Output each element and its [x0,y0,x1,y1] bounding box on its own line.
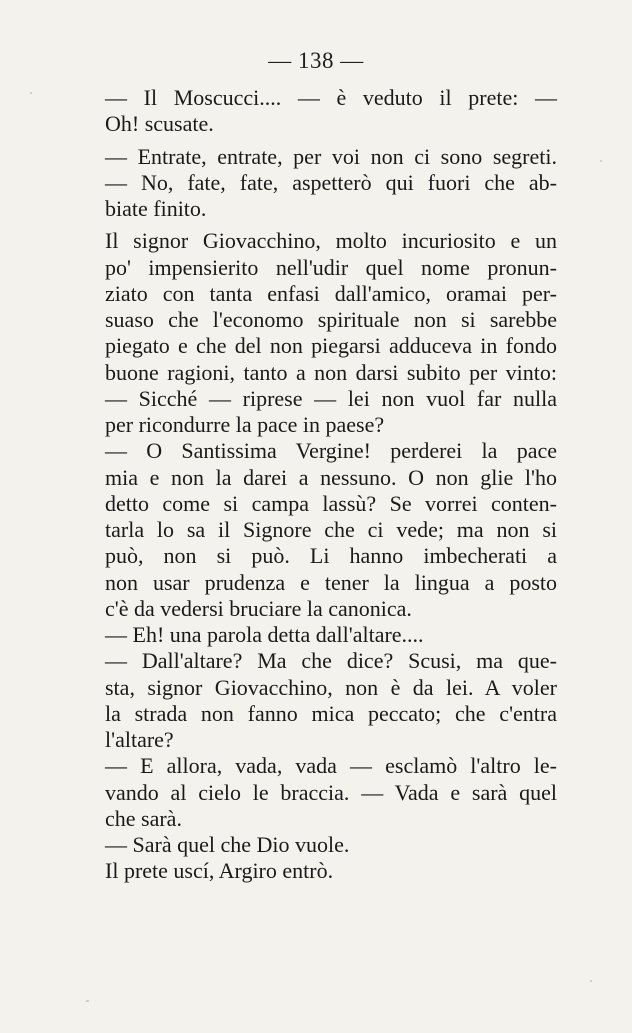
text-line: — Dall'altare? Ma che dice? Scusi, ma que- [105,648,557,674]
text-line: la strada non fanno mica peccato; che c'entra [105,700,557,726]
text-line: che sarà. [105,805,182,831]
text-line: detto come si campa lassù? Se vorrei conten- [105,490,557,516]
text-line: — Entrate, entrate, per voi non ci sono segreti. [105,143,557,169]
text-line: Oh! scusate. [105,111,214,137]
text-line: mia e non la darei a nessuno. O non glie l'ho [105,464,557,490]
text-line: suaso che l'economo spirituale non si sarebbe [105,307,557,332]
text-line: po' impensierito nell'udir quel nome pronun- [105,254,557,280]
paper-speck [590,980,592,982]
page-text [105,85,557,885]
text-line: c'è da vedersi bruciare la canonica. [105,595,412,621]
paper-speck [86,1000,89,1002]
paper-speck [30,92,32,94]
text-line: — Sarà quel che Dio vuole. [105,832,350,857]
text-line: sta, signor Giovacchino, non è da lei. A voler [105,674,557,700]
text-line: ziato con tanta enfasi dall'amico, oramai per- [105,280,557,306]
text-line: buone ragioni, tanto a non darsi subito per vinto: [105,359,557,385]
text-line: biate finito. [105,196,207,221]
text-line: — Sicché — riprese — lei non vuol far nulla [105,385,557,411]
text-line: può, non si può. Li hanno imbecherati a [105,543,557,569]
paper-speck [600,160,602,162]
text-line: — E allora, vada, vada — esclamò l'altro le- [105,753,557,779]
text-line: Il signor Giovacchino, molto incuriosito e un [105,228,557,254]
text-line: Il prete uscí, Argiro entrò. [105,858,334,884]
text-line: l'altare? [105,727,174,752]
text-line: piegato e che del non piegarsi adduceva in fondo [105,333,557,359]
text-line: — Il Moscucci.... — è veduto il prete: — [105,85,557,110]
text-line: — O Santissima Vergine! perderei la pace [105,438,557,464]
text-line: vando al cielo le braccia. — Vada e sarà quel [105,779,557,805]
text-line: non usar prudenza e tener la lingua a posto [105,569,557,595]
text-line: tarla lo sa il Signore che ci vede; ma non si [105,517,557,542]
page-number: — 138 — [268,48,364,73]
text-line: — Eh! una parola detta dall'altare.... [105,622,424,647]
text-line: per ricondurre la pace in paese? [105,412,385,437]
text-line: — No, fate, fate, aspetterò qui fuori che ab- [105,169,557,195]
